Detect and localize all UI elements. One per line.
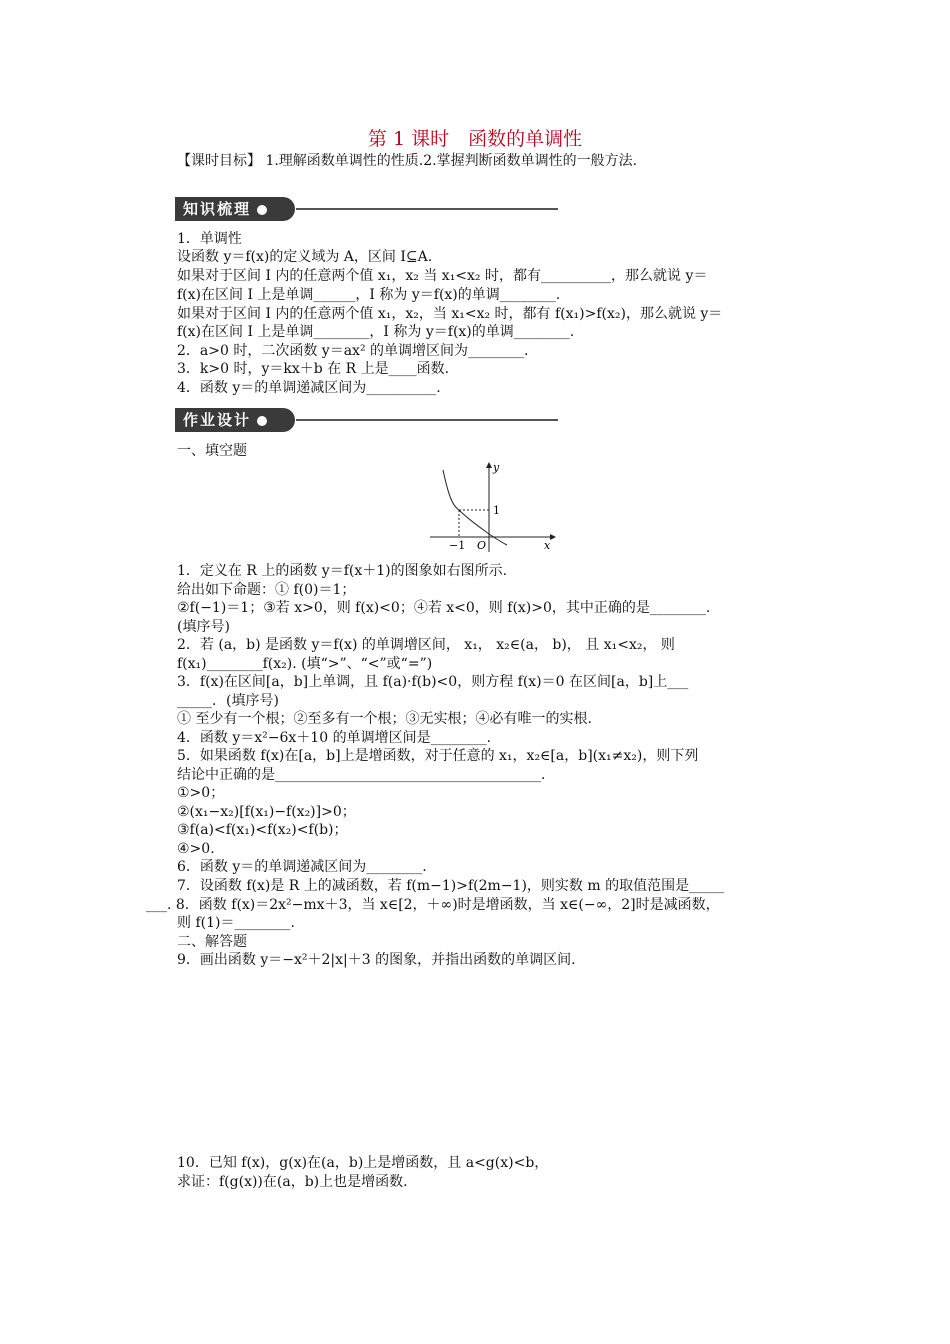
text-line: ___. 8．函数 f(x)＝2x²−mx＋3，当 x∈[2，＋∞)时是增函数，当 x∈(−∞，2]时是减函数， <box>146 897 720 913</box>
text-line: _____．(填序号) <box>177 693 279 709</box>
text-line: 2．若 (a，b) 是函数 y＝f(x) 的单调增区间， x₁， x₂∈(a， b)， 且 x₁<x₂， 则 <box>177 637 675 653</box>
section-banner-knowledge <box>175 197 295 221</box>
banner-label: 知识梳理 <box>183 200 252 218</box>
divider <box>296 419 558 421</box>
text-line: ②f(−1)＝1；③若 x>0，则 f(x)<0；④若 x<0，则 f(x)>0，其中正确的是________. <box>177 600 711 616</box>
x-label: x <box>544 539 551 552</box>
text-line: f(x₁)________f(x₂). (填“>”、“<”或“=”) <box>177 656 433 672</box>
y-label: y <box>493 461 500 474</box>
section-heading: 二、解答题 <box>177 934 247 950</box>
text-line: 7．设函数 f(x)是 R 上的减函数，若 f(m−1)>f(2m−1)，则实数 m 的取值范围是_____ <box>177 878 725 894</box>
tick-label: 1 <box>493 504 500 517</box>
text-line: 求证：f(g(x))在(a，b)上也是增函数. <box>177 1174 408 1190</box>
section-heading: 一、填空题 <box>177 443 247 459</box>
text-line: ④>0. <box>177 841 215 857</box>
text-line: f(x)在区间 I 上是单调______，I 称为 y＝f(x)的单调________. <box>177 287 561 303</box>
text-line: 设函数 y＝f(x)的定义域为 A，区间 I⊆A. <box>177 249 433 265</box>
text-line: 如果对于区间 I 内的任意两个值 x₁，x₂ 当 x₁<x₂ 时，都有__________，那么就说 y＝ <box>177 268 708 284</box>
text-line: 5．如果函数 f(x)在[a，b]上是增函数，对于任意的 x₁，x₂∈[a，b](x₁≠x₂)，则下列 <box>177 748 699 764</box>
text-line: ③f(a)<f(x₁)<f(x₂)<f(b)； <box>177 822 348 838</box>
text-line: 如果对于区间 I 内的任意两个值 x₁，x₂，当 x₁<x₂ 时，都有 f(x₁)>f(x₂)，那么就说 y＝ <box>177 306 723 322</box>
text-line: 1．定义在 R 上的函数 y＝f(x＋1)的图象如右图所示. <box>177 563 508 579</box>
banner-label: 作业设计 <box>183 411 252 429</box>
lesson-goal: 【课时目标】 1.理解函数单调性的性质.2.掌握判断函数单调性的一般方法. <box>177 153 638 169</box>
divider <box>296 208 558 210</box>
text-line: 2．a>0 时，二次函数 y＝ax² 的单调增区间为________. <box>177 343 529 359</box>
origin-label: O <box>477 539 487 552</box>
text-line: 3．k>0 时，y＝kx＋b 在 R 上是____函数. <box>177 361 450 377</box>
text-line: 1．单调性 <box>177 231 242 247</box>
page-title: 第 1 课时 函数的单调性 <box>367 128 583 150</box>
x-arrow-icon <box>550 534 556 540</box>
text-line: 6．函数 y＝的单调递减区间为________. <box>177 859 427 875</box>
text-line: 4．函数 y＝x²−6x＋10 的单调增区间是________. <box>177 730 492 746</box>
text-line: f(x)在区间 I 上是单调________，I 称为 y＝f(x)的单调________. <box>177 324 575 340</box>
text-line: 9．画出函数 y＝−x²＋2|x|＋3 的图象，并指出函数的单调区间. <box>177 952 576 968</box>
text-line: 10．已知 f(x)，g(x)在(a，b)上是增函数，且 a<g(x)<b， <box>177 1155 549 1171</box>
text-line: ①>0； <box>177 785 225 801</box>
text-line: 3．f(x)在区间[a，b]上单调，且 f(a)·f(b)<0，则方程 f(x)＝0 在区间[a，b]上___ <box>177 674 689 690</box>
text-line: ②(x₁−x₂)[f(x₁)−f(x₂)]>0； <box>177 804 356 820</box>
text-line: 4．函数 y＝的单调递减区间为__________. <box>177 380 441 396</box>
text-line: ① 至少有一个根；②至多有一个根；③无实根；④必有唯一的实根. <box>177 711 592 727</box>
bullet-icon <box>257 205 267 215</box>
y-arrow-icon <box>486 462 492 468</box>
text-line: 结论中正确的是______________________________________. <box>177 767 546 783</box>
section-banner-homework <box>175 408 295 432</box>
function-graph <box>425 460 560 555</box>
text-line: 则 f(1)＝________. <box>177 915 295 931</box>
text-line: (填序号) <box>177 619 230 635</box>
bullet-icon <box>257 416 267 426</box>
text-line: 给出如下命题：① f(0)＝1； <box>177 582 356 598</box>
tick-label: −1 <box>449 539 466 552</box>
